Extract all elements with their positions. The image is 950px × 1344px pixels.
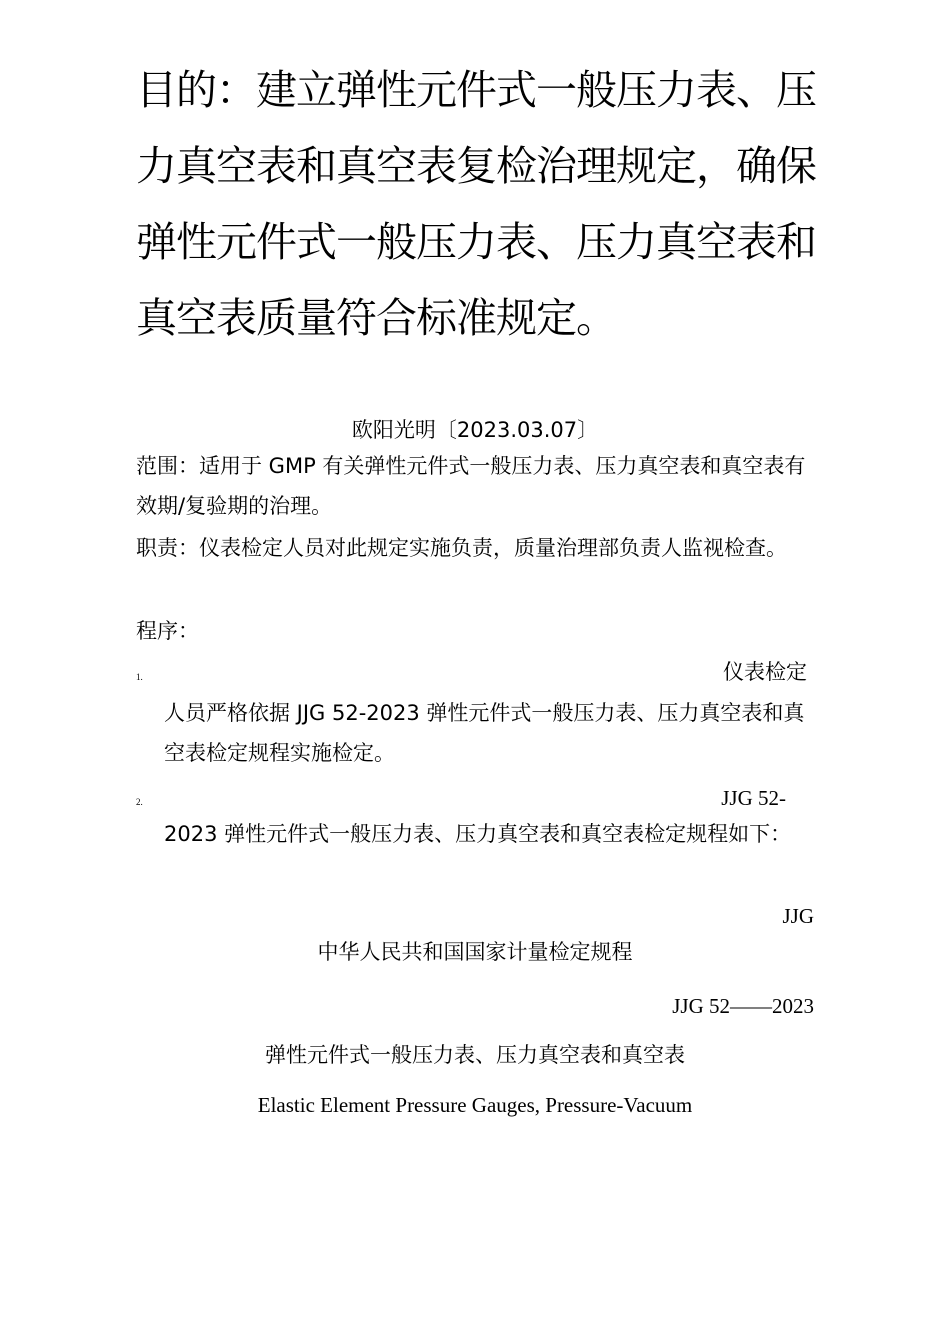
duty-paragraph: 职责：仪表检定人员对此规定实施负责，质量治理部负责人监视检查。 [136,536,787,560]
list-marker-1: 1. [136,672,143,682]
list-item-1-lead: 仪表检定 [723,660,807,684]
regulation-name-en: Elastic Element Pressure Gauges, Pressure-Vacuum [257,1093,693,1117]
list-item-1-body: 人员严格依据 JJG 52-2023 弹性元件式一般压力表、压力真空表和真空表检定规程实施检定。 [164,701,805,765]
procedure-label: 程序： [136,619,199,643]
author-date-line: 欧阳光明〔2023.03.07〕 [351,418,599,442]
regulation-number: JJG 52——2023 [672,994,814,1018]
list-item-2-lead: JJG 52- [721,786,786,810]
list-item-2-body: 2023 弹性元件式一般压力表、压力真空表和真空表检定规程如下： [164,822,792,846]
regulation-code-prefix: JJG [782,904,814,928]
regulation-name-cn: 弹性元件式一般压力表、压力真空表和真空表 [265,1043,685,1067]
list-marker-2: 2. [136,797,143,807]
regulation-title: 中华人民共和国国家计量检定规程 [317,940,633,964]
purpose-statement: 目的：建立弹性元件式一般压力表、压力真空表和真空表复检治理规定，确保弹性元件式一般压力表、压力真空表和真空表质量符合标准规定。 [136,66,816,342]
scope-paragraph: 范围：适用于 GMP 有关弹性元件式一般压力表、压力真空表和真空表有效期/复验期的治理。 [136,454,806,518]
